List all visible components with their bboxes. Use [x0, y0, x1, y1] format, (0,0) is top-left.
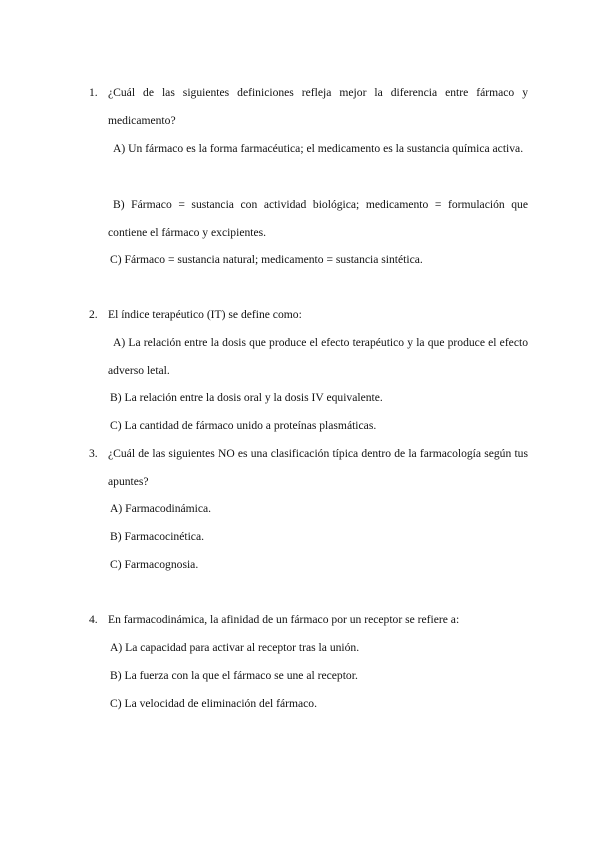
option-c: C) Farmacognosia. [110, 558, 199, 571]
option-a: A) Un fármaco es la forma farmacéutica; el medicamento es la sustancia química activa. [113, 142, 524, 155]
option-c: C) La cantidad de fármaco unido a proteínas plasmáticas. [110, 419, 377, 432]
option-b: B) La fuerza con la que el fármaco se une al receptor. [110, 669, 358, 682]
option-b: B) La relación entre la dosis oral y la dosis IV equivalente. [110, 391, 383, 404]
question-stem: ¿Cuál de las siguientes definiciones refleja mejor la diferencia entre fármaco y medicamento? [108, 86, 528, 127]
option-b: B) Farmacocinética. [110, 530, 204, 543]
option-b: B) Fármaco = sustancia con actividad biológica; medicamento = formulación que contiene el fármaco y excipientes. [108, 198, 528, 239]
question-stem: ¿Cuál de las siguientes NO es una clasificación típica dentro de la farmacología según tus apuntes? [108, 447, 528, 488]
option-a: A) Farmacodinámica. [110, 502, 212, 515]
question-number: 1. [89, 86, 98, 99]
question-stem: En farmacodinámica, la afinidad de un fármaco por un receptor se refiere a: [108, 613, 460, 626]
option-c: C) La velocidad de eliminación del fármaco. [110, 697, 317, 710]
option-c: C) Fármaco = sustancia natural; medicamento = sustancia sintética. [110, 253, 423, 266]
option-a: A) La relación entre la dosis que produce el efecto terapéutico y la que produce el efecto adverso letal. [108, 336, 528, 377]
question-number: 3. [89, 447, 98, 460]
question-number: 4. [89, 613, 98, 626]
question-number: 2. [89, 308, 98, 321]
question-stem: El índice terapéutico (IT) se define como: [108, 308, 302, 321]
option-a: A) La capacidad para activar al receptor tras la unión. [110, 641, 360, 654]
